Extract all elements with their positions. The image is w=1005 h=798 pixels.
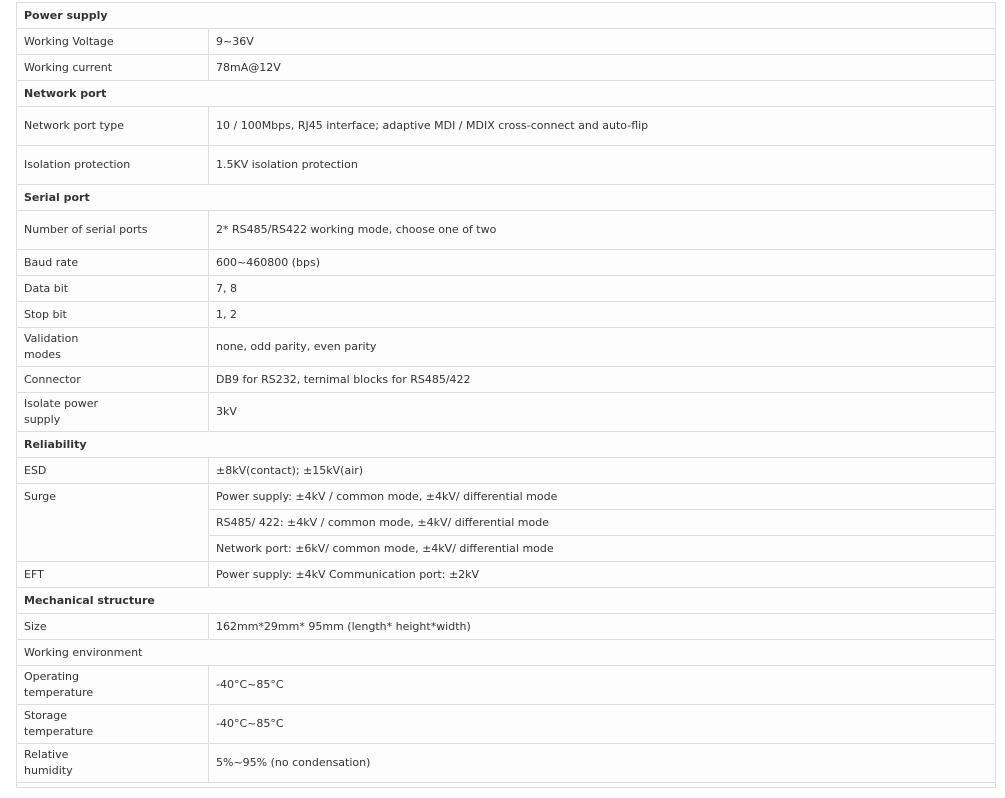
row-label: Relative humidity: [17, 744, 209, 783]
section-title: Reliability: [17, 432, 996, 458]
table-row: [17, 705, 996, 744]
row-value: ±8kV(contact); ±15kV(air): [209, 458, 996, 484]
row-label: Number of serial ports: [17, 211, 209, 250]
row-value: Power supply: ±4kV / common mode, ±4kV/ differential mode: [209, 484, 996, 510]
section-title: Network port: [17, 81, 996, 107]
row-value: Power supply: ±4kV Communication port: ±2kV: [209, 562, 996, 588]
row-value: 7, 8: [209, 276, 996, 302]
table-row: [17, 107, 996, 146]
section-title: Working environment: [17, 640, 996, 666]
row-label: Connector: [17, 367, 209, 393]
section-header-working-environment: [17, 640, 996, 666]
row-value: 78mA@12V: [209, 55, 996, 81]
row-value: 162mm*29mm* 95mm (length* height*width): [209, 614, 996, 640]
table-row: [17, 367, 996, 393]
row-label: Size: [17, 614, 209, 640]
table-row: [17, 393, 996, 432]
table-row: [17, 614, 996, 640]
row-label: Stop bit: [17, 302, 209, 328]
table-row: [17, 562, 996, 588]
row-label: Baud rate: [17, 250, 209, 276]
row-value: Network port: ±6kV/ common mode, ±4kV/ differential mode: [209, 536, 996, 562]
table-row: [17, 276, 996, 302]
row-value: 1, 2: [209, 302, 996, 328]
table-row: [17, 29, 996, 55]
row-value: -40°C~85°C: [209, 666, 996, 705]
row-label: Storage temperature: [17, 705, 209, 744]
row-value: DB9 for RS232, ternimal blocks for RS485/422: [209, 367, 996, 393]
table-row-cutoff: [17, 783, 996, 788]
row-value: 9~36V: [209, 29, 996, 55]
row-value: RS485/ 422: ±4kV / common mode, ±4kV/ differential mode: [209, 510, 996, 536]
row-value: 10 / 100Mbps, RJ45 interface; adaptive MDI / MDIX cross-connect and auto-flip: [209, 107, 996, 146]
row-label: Isolate power supply: [17, 393, 209, 432]
row-value: none, odd parity, even parity: [209, 328, 996, 367]
row-value: 600~460800 (bps): [209, 250, 996, 276]
section-title: Mechanical structure: [17, 588, 996, 614]
section-title: Serial port: [17, 185, 996, 211]
section-title: Power supply: [17, 3, 996, 29]
table-row: [17, 211, 996, 250]
table-row: [17, 328, 996, 367]
row-value: 3kV: [209, 393, 996, 432]
table-row: [17, 484, 996, 510]
section-header-network-port: [17, 81, 996, 107]
row-label: Surge: [17, 484, 209, 562]
spec-table: [16, 2, 996, 788]
row-value: 5%~95% (no condensation): [209, 744, 996, 783]
row-label: Validation modes: [17, 328, 209, 367]
table-row: [17, 302, 996, 328]
row-label: Operating temperature: [17, 666, 209, 705]
row-label: Working current: [17, 55, 209, 81]
row-label: Working Voltage: [17, 29, 209, 55]
table-row: [17, 744, 996, 783]
table-row: [17, 55, 996, 81]
cutoff-cell: [17, 783, 996, 788]
table-row: [17, 458, 996, 484]
section-header-serial-port: [17, 185, 996, 211]
section-header-mechanical-structure: [17, 588, 996, 614]
row-label: Isolation protection: [17, 146, 209, 185]
row-label: ESD: [17, 458, 209, 484]
section-header-power-supply: [17, 3, 996, 29]
row-label: Data bit: [17, 276, 209, 302]
row-value: 1.5KV isolation protection: [209, 146, 996, 185]
table-row: [17, 146, 996, 185]
table-row: [17, 666, 996, 705]
row-value: -40°C~85°C: [209, 705, 996, 744]
section-header-reliability: [17, 432, 996, 458]
row-label: EFT: [17, 562, 209, 588]
row-value: 2* RS485/RS422 working mode, choose one of two: [209, 211, 996, 250]
table-row: [17, 250, 996, 276]
row-label: Network port type: [17, 107, 209, 146]
